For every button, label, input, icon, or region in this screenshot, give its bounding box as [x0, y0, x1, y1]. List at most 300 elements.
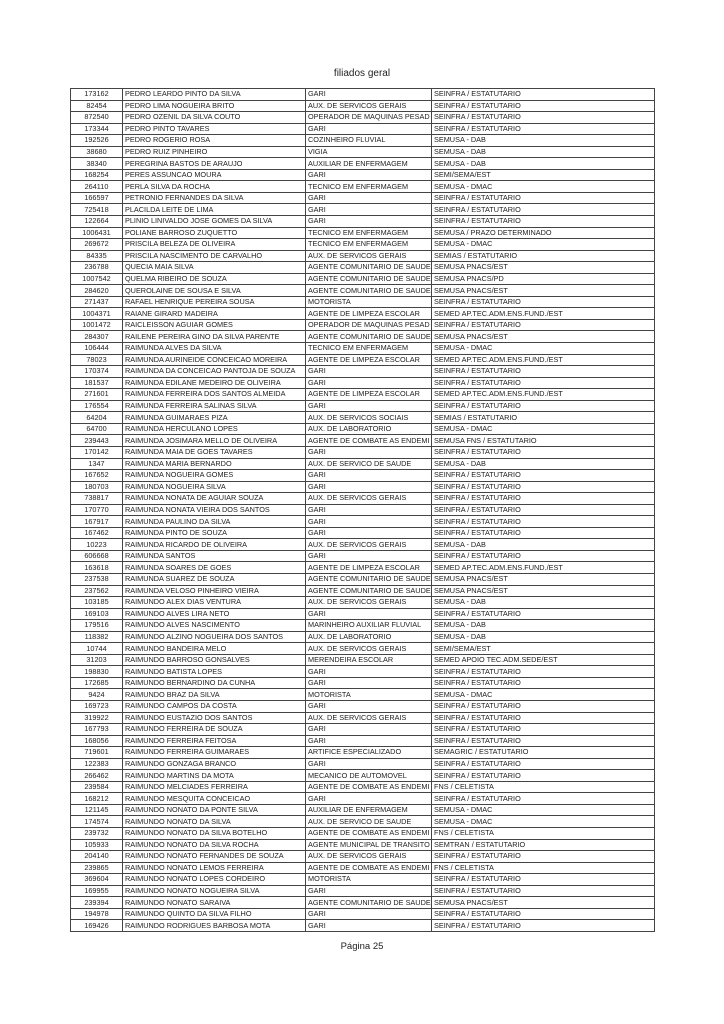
department-cell: SEMUSA - DMAC	[432, 239, 655, 251]
member-id-cell: 166597	[71, 192, 123, 204]
table-row	[71, 643, 655, 655]
table-row	[71, 885, 655, 897]
job-title-cell: GARI	[306, 123, 432, 135]
member-name-cell: POLIANE BARROSO ZUQUETTO	[123, 227, 306, 239]
member-name-cell: PRISCILA BELEZA DE OLIVEIRA	[123, 239, 306, 251]
table-row	[71, 493, 655, 505]
member-id-cell: 264110	[71, 181, 123, 193]
member-name-cell: RAIMUNDO NONATO LEMOS FERREIRA	[123, 862, 306, 874]
member-name-cell: RAIANE GIRARD MADEIRA	[123, 308, 306, 320]
table-row	[71, 550, 655, 562]
member-id-cell: 719601	[71, 747, 123, 759]
job-title-cell: GARI	[306, 677, 432, 689]
member-name-cell: RAIMUNDO MELCIADES FERREIRA	[123, 781, 306, 793]
table-row	[71, 608, 655, 620]
member-id-cell: 122383	[71, 758, 123, 770]
member-id-cell: 167793	[71, 724, 123, 736]
department-cell: SEMED AP.TEC.ADM.ENS.FUND./EST	[432, 354, 655, 366]
job-title-cell: GARI	[306, 89, 432, 101]
table-row	[71, 689, 655, 701]
department-cell: SEMUSA - DAB	[432, 597, 655, 609]
department-cell: SEINFRA / ESTATUTARIO	[432, 504, 655, 516]
member-name-cell: RAIMUNDA JOSIMARA MELLO DE OLIVEIRA	[123, 435, 306, 447]
member-id-cell: 173162	[71, 89, 123, 101]
member-name-cell: PEDRO RUIZ PINHEIRO	[123, 146, 306, 158]
member-name-cell: PLACILDA LEITE DE LIMA	[123, 204, 306, 216]
department-cell: SEMED APOIO TEC.ADM.SEDE/EST	[432, 654, 655, 666]
table-row	[71, 458, 655, 470]
job-title-cell: TECNICO EM ENFERMAGEM	[306, 239, 432, 251]
member-id-cell: 194978	[71, 908, 123, 920]
table-row	[71, 135, 655, 147]
table-row	[71, 354, 655, 366]
table-row	[71, 262, 655, 274]
job-title-cell: AUX. DE LABORATORIO	[306, 423, 432, 435]
member-name-cell: RAIMUNDO NONATO SARAIVA	[123, 897, 306, 909]
member-name-cell: RAIMUNDO NONATO FERNANDES DE SOUZA	[123, 851, 306, 863]
member-id-cell: 118382	[71, 631, 123, 643]
table-row	[71, 539, 655, 551]
member-name-cell: RAIMUNDO ALZINO NOGUEIRA DOS SANTOS	[123, 631, 306, 643]
job-title-cell: GARI	[306, 885, 432, 897]
department-cell: FNS / CELETISTA	[432, 781, 655, 793]
table-row	[71, 874, 655, 886]
table-row	[71, 527, 655, 539]
member-name-cell: RAIMUNDA VELOSO PINHEIRO VIEIRA	[123, 585, 306, 597]
job-title-cell: AUX. DE SERVICOS GERAIS	[306, 597, 432, 609]
page-number: Página 25	[340, 941, 384, 952]
job-title-cell: AGENTE MUNICIPAL DE TRANSITO	[306, 839, 432, 851]
member-id-cell: 38340	[71, 158, 123, 170]
table-row	[71, 273, 655, 285]
department-cell: SEMED AP.TEC.ADM.ENS.FUND./EST	[432, 389, 655, 401]
job-title-cell: AGENTE COMUNITARIO DE SAUDE	[306, 897, 432, 909]
department-cell: SEINFRA / ESTATUTARIO	[432, 608, 655, 620]
job-title-cell: OPERADOR DE MAQUINAS PESAD	[306, 112, 432, 124]
job-title-cell: AUX. DE SERVICOS SOCIAIS	[306, 412, 432, 424]
member-id-cell: 198830	[71, 666, 123, 678]
member-name-cell: PLINIO LINIVALDO JOSE GOMES DA SILVA	[123, 216, 306, 228]
department-cell: SEINFRA / ESTATUTARIO	[432, 296, 655, 308]
department-cell: SEINFRA / ESTATUTARIO	[432, 446, 655, 458]
department-cell: SEMIAS / ESTATUTARIO	[432, 412, 655, 424]
table-row	[71, 100, 655, 112]
member-name-cell: QUELMA RIBEIRO DE SOUZA	[123, 273, 306, 285]
member-name-cell: RAIMUNDO ALEX DIAS VENTURA	[123, 597, 306, 609]
department-cell: FNS / CELETISTA	[432, 828, 655, 840]
member-name-cell: RAIMUNDO CAMPOS DA COSTA	[123, 700, 306, 712]
job-title-cell: MOTORISTA	[306, 296, 432, 308]
table-row	[71, 781, 655, 793]
table-row	[71, 331, 655, 343]
table-row	[71, 446, 655, 458]
department-cell: SEMUSA - DMAC	[432, 423, 655, 435]
table-row	[71, 366, 655, 378]
member-name-cell: RAIMUNDO FERREIRA DE SOUZA	[123, 724, 306, 736]
table-row	[71, 666, 655, 678]
table-row	[71, 481, 655, 493]
department-cell: SEINFRA / ESTATUTARIO	[432, 493, 655, 505]
department-cell: SEINFRA / ESTATUTARIO	[432, 89, 655, 101]
member-id-cell: 64700	[71, 423, 123, 435]
job-title-cell: GARI	[306, 169, 432, 181]
member-name-cell: RAIMUNDA NOGUEIRA SILVA	[123, 481, 306, 493]
job-title-cell: AUX. DE SERVICOS GERAIS	[306, 851, 432, 863]
job-title-cell: VIGIA	[306, 146, 432, 158]
job-title-cell: GARI	[306, 758, 432, 770]
department-cell: SEINFRA / ESTATUTARIO	[432, 700, 655, 712]
member-name-cell: QUEROLAINE DE SOUSA E SILVA	[123, 285, 306, 297]
member-id-cell: 103185	[71, 597, 123, 609]
department-cell: SEMUSA PNACS/EST	[432, 573, 655, 585]
member-id-cell: 168254	[71, 169, 123, 181]
member-id-cell: 106444	[71, 343, 123, 355]
member-name-cell: RAIMUNDO ALVES NASCIMENTO	[123, 620, 306, 632]
job-title-cell: MECANICO DE AUTOMOVEL	[306, 770, 432, 782]
member-id-cell: 204140	[71, 851, 123, 863]
job-title-cell: AGENTE DE LIMPEZA ESCOLAR	[306, 389, 432, 401]
table-row	[71, 839, 655, 851]
table-row	[71, 631, 655, 643]
member-name-cell: RAIMUNDO BRAZ DA SILVA	[123, 689, 306, 701]
table-row	[71, 677, 655, 689]
job-title-cell: GARI	[306, 666, 432, 678]
table-row	[71, 377, 655, 389]
table-row	[71, 423, 655, 435]
job-title-cell: AGENTE COMUNITARIO DE SAUDE	[306, 262, 432, 274]
job-title-cell: AUX. DE SERVICOS GERAIS	[306, 712, 432, 724]
table-row	[71, 735, 655, 747]
member-name-cell: RAIMUNDO MESQUITA CONCEICAO	[123, 793, 306, 805]
members-table-body	[71, 89, 655, 932]
job-title-cell: AGENTE COMUNITARIO DE SAUDE	[306, 585, 432, 597]
member-name-cell: RAIMUNDA SUAREZ DE SOUZA	[123, 573, 306, 585]
department-cell: SEINFRA / ESTATUTARIO	[432, 112, 655, 124]
table-row	[71, 89, 655, 101]
member-id-cell: 606668	[71, 550, 123, 562]
member-name-cell: RAIMUNDO NONATO DA SILVA	[123, 816, 306, 828]
department-cell: SEMI/SEMA/EST	[432, 169, 655, 181]
table-row	[71, 504, 655, 516]
member-name-cell: RAIMUNDO GONZAGA BRANCO	[123, 758, 306, 770]
member-id-cell: 239443	[71, 435, 123, 447]
job-title-cell: AUX. DE SERVICOS GERAIS	[306, 100, 432, 112]
table-row	[71, 319, 655, 331]
table-row	[71, 435, 655, 447]
table-row	[71, 516, 655, 528]
table-row	[71, 897, 655, 909]
table-row	[71, 654, 655, 666]
department-cell: SEINFRA / ESTATUTARIO	[432, 400, 655, 412]
job-title-cell: GARI	[306, 446, 432, 458]
member-id-cell: 271601	[71, 389, 123, 401]
member-id-cell: 168056	[71, 735, 123, 747]
department-cell: SEINFRA / ESTATUTARIO	[432, 192, 655, 204]
member-id-cell: 10744	[71, 643, 123, 655]
department-cell: SEINFRA / ESTATUTARIO	[432, 758, 655, 770]
member-id-cell: 284307	[71, 331, 123, 343]
table-row	[71, 158, 655, 170]
job-title-cell: AUX. DE LABORATORIO	[306, 631, 432, 643]
member-id-cell: 725418	[71, 204, 123, 216]
department-cell: SEINFRA / ESTATUTARIO	[432, 770, 655, 782]
member-name-cell: RAIMUNDA HERCULANO LOPES	[123, 423, 306, 435]
member-id-cell: 237538	[71, 573, 123, 585]
department-cell: SEMUSA - DAB	[432, 620, 655, 632]
table-row	[71, 227, 655, 239]
member-id-cell: 38680	[71, 146, 123, 158]
member-name-cell: PEDRO ROGERIO ROSA	[123, 135, 306, 147]
member-name-cell: PEDRO LIMA NOGUEIRA BRITO	[123, 100, 306, 112]
table-row	[71, 573, 655, 585]
member-id-cell: 738817	[71, 493, 123, 505]
job-title-cell: GARI	[306, 700, 432, 712]
department-cell: SEINFRA / ESTATUTARIO	[432, 377, 655, 389]
member-name-cell: RAIMUNDO NONATO LOPES CORDEIRO	[123, 874, 306, 886]
job-title-cell: AGENTE DE COMBATE AS ENDEMI	[306, 781, 432, 793]
department-cell: SEMUSA - DAB	[432, 158, 655, 170]
member-name-cell: RAIMUNDA FERREIRA DOS SANTOS ALMEIDA	[123, 389, 306, 401]
job-title-cell: GARI	[306, 908, 432, 920]
member-id-cell: 239394	[71, 897, 123, 909]
member-id-cell: 174574	[71, 816, 123, 828]
member-id-cell: 84335	[71, 250, 123, 262]
member-name-cell: RAIMUNDA AURINEIDE CONCEICAO MOREIRA	[123, 354, 306, 366]
department-cell: FNS / CELETISTA	[432, 862, 655, 874]
job-title-cell: AUXILIAR DE ENFERMAGEM	[306, 804, 432, 816]
member-name-cell: PEDRO LEARDO PINTO DA SILVA	[123, 89, 306, 101]
job-title-cell: GARI	[306, 366, 432, 378]
member-name-cell: RAIMUNDO NONATO DA SILVA ROCHA	[123, 839, 306, 851]
job-title-cell: MOTORISTA	[306, 874, 432, 886]
job-title-cell: AUX. DE SERVICOS GERAIS	[306, 250, 432, 262]
member-id-cell: 269672	[71, 239, 123, 251]
department-cell: SEMUSA PNACS/EST	[432, 262, 655, 274]
member-id-cell: 179516	[71, 620, 123, 632]
member-id-cell: 176554	[71, 400, 123, 412]
member-name-cell: QUECIA MAIA SILVA	[123, 262, 306, 274]
department-cell: SEINFRA / ESTATUTARIO	[432, 204, 655, 216]
member-id-cell: 167462	[71, 527, 123, 539]
table-row	[71, 828, 655, 840]
department-cell: SEINFRA / ESTATUTARIO	[432, 100, 655, 112]
member-name-cell: RAICLEISSON AGUIAR GOMES	[123, 319, 306, 331]
department-cell: SEMUSA - DMAC	[432, 343, 655, 355]
job-title-cell: OPERADOR DE MAQUINAS PESAD	[306, 319, 432, 331]
department-cell: SEMUSA - DAB	[432, 539, 655, 551]
table-row	[71, 597, 655, 609]
department-cell: SEINFRA / ESTATUTARIO	[432, 319, 655, 331]
department-cell: SEMUSA PNACS/EST	[432, 285, 655, 297]
department-cell: SEMED AP.TEC.ADM.ENS.FUND./EST	[432, 562, 655, 574]
department-cell: SEMUSA PNACS/EST	[432, 331, 655, 343]
department-cell: SEMED AP.TEC.ADM.ENS.FUND./EST	[432, 308, 655, 320]
department-cell: SEMUSA PNACS/PD	[432, 273, 655, 285]
table-row	[71, 216, 655, 228]
department-cell: SEMUSA - DAB	[432, 135, 655, 147]
department-cell: SEMUSA - DMAC	[432, 689, 655, 701]
job-title-cell: AGENTE COMUNITARIO DE SAUDE	[306, 285, 432, 297]
table-row	[71, 146, 655, 158]
member-id-cell: 121145	[71, 804, 123, 816]
job-title-cell: GARI	[306, 550, 432, 562]
job-title-cell: AGENTE DE COMBATE AS ENDEMI	[306, 435, 432, 447]
member-id-cell: 170374	[71, 366, 123, 378]
member-id-cell: 237562	[71, 585, 123, 597]
table-row	[71, 793, 655, 805]
job-title-cell: AUX. DE SERVICOS GERAIS	[306, 493, 432, 505]
table-row	[71, 562, 655, 574]
department-cell: SEMUSA FNS / ESTATUTARIO	[432, 435, 655, 447]
table-row	[71, 400, 655, 412]
member-name-cell: RAIMUNDA PINTO DE SOUZA	[123, 527, 306, 539]
member-name-cell: PETRONIO FERNANDES DA SILVA	[123, 192, 306, 204]
job-title-cell: COZINHEIRO FLUVIAL	[306, 135, 432, 147]
job-title-cell: AUXILIAR DE ENFERMAGEM	[306, 158, 432, 170]
job-title-cell: GARI	[306, 527, 432, 539]
table-row	[71, 296, 655, 308]
job-title-cell: GARI	[306, 481, 432, 493]
department-cell: SEINFRA / ESTATUTARIO	[432, 666, 655, 678]
member-id-cell: 180703	[71, 481, 123, 493]
member-name-cell: RAIMUNDO ALVES LIRA NETO	[123, 608, 306, 620]
table-row	[71, 239, 655, 251]
member-id-cell: 82454	[71, 100, 123, 112]
table-row	[71, 816, 655, 828]
member-id-cell: 122664	[71, 216, 123, 228]
department-cell: SEINFRA / ESTATUTARIO	[432, 874, 655, 886]
job-title-cell: GARI	[306, 608, 432, 620]
job-title-cell: GARI	[306, 793, 432, 805]
department-cell: SEMUSA PNACS/EST	[432, 585, 655, 597]
member-name-cell: RAIMUNDO BERNARDINO DA CUNHA	[123, 677, 306, 689]
member-name-cell: RAIMUNDO QUINTO DA SILVA FILHO	[123, 908, 306, 920]
department-cell: SEINFRA / ESTATUTARIO	[432, 123, 655, 135]
member-name-cell: RAIMUNDO NONATO DA SILVA BOTELHO	[123, 828, 306, 840]
member-name-cell: RAIMUNDA NONATA DE AGUIAR SOUZA	[123, 493, 306, 505]
member-name-cell: RAIMUNDA NONATA VIEIRA DOS SANTOS	[123, 504, 306, 516]
table-row	[71, 308, 655, 320]
member-name-cell: PERES ASSUNCAO MOURA	[123, 169, 306, 181]
member-id-cell: 1006431	[71, 227, 123, 239]
department-cell: SEMUSA - DAB	[432, 631, 655, 643]
member-id-cell: 169426	[71, 920, 123, 932]
member-name-cell: PEDRO OZENIL DA SILVA COUTO	[123, 112, 306, 124]
department-cell: SEINFRA / ESTATUTARIO	[432, 908, 655, 920]
table-row	[71, 724, 655, 736]
job-title-cell: MOTORISTA	[306, 689, 432, 701]
member-id-cell: 369604	[71, 874, 123, 886]
member-id-cell: 1007542	[71, 273, 123, 285]
job-title-cell: GARI	[306, 216, 432, 228]
job-title-cell: AUX. DE SERVICOS GERAIS	[306, 643, 432, 655]
table-row	[71, 285, 655, 297]
job-title-cell: MARINHEIRO AUXILIAR FLUVIAL	[306, 620, 432, 632]
table-row	[71, 204, 655, 216]
department-cell: SEMUSA - DAB	[432, 146, 655, 158]
member-name-cell: RAIMUNDA SOARES DE GOES	[123, 562, 306, 574]
table-row	[71, 169, 655, 181]
member-name-cell: RAIMUNDO RODRIGUES BARBOSA MOTA	[123, 920, 306, 932]
member-id-cell: 169103	[71, 608, 123, 620]
table-row	[71, 920, 655, 932]
member-name-cell: RAIMUNDA PAULINO DA SILVA	[123, 516, 306, 528]
job-title-cell: GARI	[306, 516, 432, 528]
member-id-cell: 173344	[71, 123, 123, 135]
department-cell: SEMUSA - DMAC	[432, 804, 655, 816]
member-id-cell: 172685	[71, 677, 123, 689]
job-title-cell: TECNICO EM ENFERMAGEM	[306, 227, 432, 239]
department-cell: SEINFRA / ESTATUTARIO	[432, 677, 655, 689]
job-title-cell: GARI	[306, 470, 432, 482]
job-title-cell: MERENDEIRA ESCOLAR	[306, 654, 432, 666]
member-id-cell: 78023	[71, 354, 123, 366]
page-title: filiados geral	[333, 68, 391, 79]
department-cell: SEINFRA / ESTATUTARIO	[432, 216, 655, 228]
department-cell: SEINFRA / ESTATUTARIO	[432, 550, 655, 562]
department-cell: SEMUSA - DMAC	[432, 816, 655, 828]
member-id-cell: 266462	[71, 770, 123, 782]
job-title-cell: GARI	[306, 192, 432, 204]
member-name-cell: RAILENE PEREIRA GINO DA SILVA PARENTE	[123, 331, 306, 343]
table-row	[71, 585, 655, 597]
job-title-cell: GARI	[306, 724, 432, 736]
member-id-cell: 163618	[71, 562, 123, 574]
member-name-cell: RAIMUNDO FERREIRA GUIMARAES	[123, 747, 306, 759]
member-id-cell: 239732	[71, 828, 123, 840]
table-row	[71, 908, 655, 920]
job-title-cell: TECNICO EM ENFERMAGEM	[306, 343, 432, 355]
member-id-cell: 236788	[71, 262, 123, 274]
job-title-cell: GARI	[306, 504, 432, 516]
table-row	[71, 804, 655, 816]
member-name-cell: PEREGRINA BASTOS DE ARAUJO	[123, 158, 306, 170]
job-title-cell: AGENTE DE COMBATE AS ENDEMI	[306, 862, 432, 874]
job-title-cell: AUX. DE SERVICOS GERAIS	[306, 539, 432, 551]
member-id-cell: 167917	[71, 516, 123, 528]
table-row	[71, 747, 655, 759]
table-row	[71, 700, 655, 712]
table-row	[71, 250, 655, 262]
member-name-cell: RAIMUNDA RICARDO DE OLIVEIRA	[123, 539, 306, 551]
department-cell: SEINFRA / ESTATUTARIO	[432, 793, 655, 805]
member-id-cell: 64204	[71, 412, 123, 424]
member-id-cell: 105933	[71, 839, 123, 851]
table-row	[71, 712, 655, 724]
member-id-cell: 1001472	[71, 319, 123, 331]
job-title-cell: GARI	[306, 920, 432, 932]
department-cell: SEINFRA / ESTATUTARIO	[432, 516, 655, 528]
member-id-cell: 169723	[71, 700, 123, 712]
member-id-cell: 271437	[71, 296, 123, 308]
member-id-cell: 319922	[71, 712, 123, 724]
member-name-cell: RAIMUNDO BANDEIRA MELO	[123, 643, 306, 655]
member-id-cell: 31203	[71, 654, 123, 666]
member-name-cell: RAIMUNDO BATISTA LOPES	[123, 666, 306, 678]
table-row	[71, 470, 655, 482]
member-id-cell: 1004371	[71, 308, 123, 320]
member-name-cell: RAIMUNDA GUIMARAES PIZA	[123, 412, 306, 424]
table-row	[71, 112, 655, 124]
department-cell: SEMUSA - DAB	[432, 458, 655, 470]
table-row	[71, 181, 655, 193]
member-name-cell: RAIMUNDA EDILANE MEDEIRO DE OLIVEIRA	[123, 377, 306, 389]
member-id-cell: 167652	[71, 470, 123, 482]
member-name-cell: RAIMUNDA DA CONCEICAO PANTOJA DE SOUZA	[123, 366, 306, 378]
members-table	[70, 88, 655, 932]
table-row	[71, 343, 655, 355]
member-name-cell: RAIMUNDA MAIA DE GOES TAVARES	[123, 446, 306, 458]
